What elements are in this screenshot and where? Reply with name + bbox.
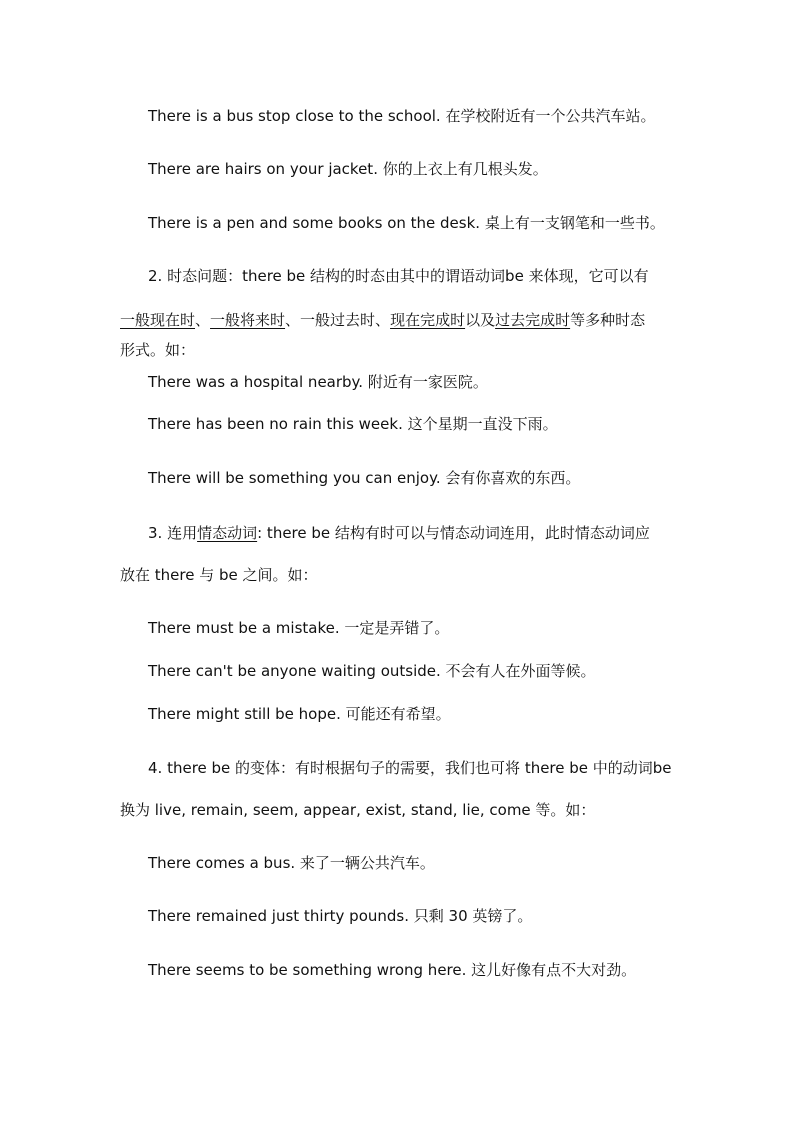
separator: 、 xyxy=(195,311,211,329)
example-sentence: There can't be anyone waiting outside. 不会有人在外面等候。 xyxy=(148,662,596,680)
modal-verb-link: 情态动词 xyxy=(197,524,258,542)
point-4-heading: 4. there be 的变体：有时根据句子的需要，我们也可将 there be 中的动词be xyxy=(148,759,672,777)
example-sentence: There comes a bus. 来了一辆公共汽车。 xyxy=(148,854,435,872)
point-4-line-2: 换为 live, remain, seem, appear, exist, stand, lie, come 等。如： xyxy=(120,801,596,819)
tense-link: 一般将来时 xyxy=(210,311,286,329)
tense-link: 现在完成时 xyxy=(390,311,466,329)
separator: 等多种时态 xyxy=(570,311,646,329)
point-2-line-3: 形式。如： xyxy=(120,341,196,359)
example-sentence: There remained just thirty pounds. 只剩 30 英镑了。 xyxy=(148,907,533,925)
separator: 、一般过去时、 xyxy=(285,311,391,329)
point-2-line-2 xyxy=(120,310,645,330)
point-3-line-2: 放在 there 与 be 之间。如： xyxy=(120,566,318,584)
separator: 以及 xyxy=(465,311,496,329)
point-2-heading: 2. 时态问题：there be 结构的时态由其中的谓语动词be 来体现，它可以有 xyxy=(148,267,649,285)
example-sentence: There is a bus stop close to the school. 在学校附近有一个公共汽车站。 xyxy=(148,107,656,125)
example-sentence: There might still be hope. 可能还有希望。 xyxy=(148,705,451,723)
example-sentence: There will be something you can enjoy. 会有你喜欢的东西。 xyxy=(148,469,581,487)
point-3-rest: : there be 结构有时可以与情态动词连用，此时情态动词应 xyxy=(257,524,650,542)
example-sentence: There is a pen and some books on the desk. 桌上有一支钢笔和一些书。 xyxy=(148,214,665,232)
example-sentence: There must be a mistake. 一定是弄错了。 xyxy=(148,619,450,637)
point-3-heading xyxy=(148,523,650,543)
tense-link: 过去完成时 xyxy=(495,311,571,329)
example-sentence: There was a hospital nearby. 附近有一家医院。 xyxy=(148,373,488,391)
point-3-prefix: 3. 连用 xyxy=(148,524,198,542)
example-sentence: There has been no rain this week. 这个星期一直没下雨。 xyxy=(148,415,558,433)
example-sentence: There are hairs on your jacket. 你的上衣上有几根头发。 xyxy=(148,160,548,178)
tense-link: 一般现在时 xyxy=(120,311,196,329)
example-sentence: There seems to be something wrong here. 这儿好像有点不大对劲。 xyxy=(148,961,637,979)
